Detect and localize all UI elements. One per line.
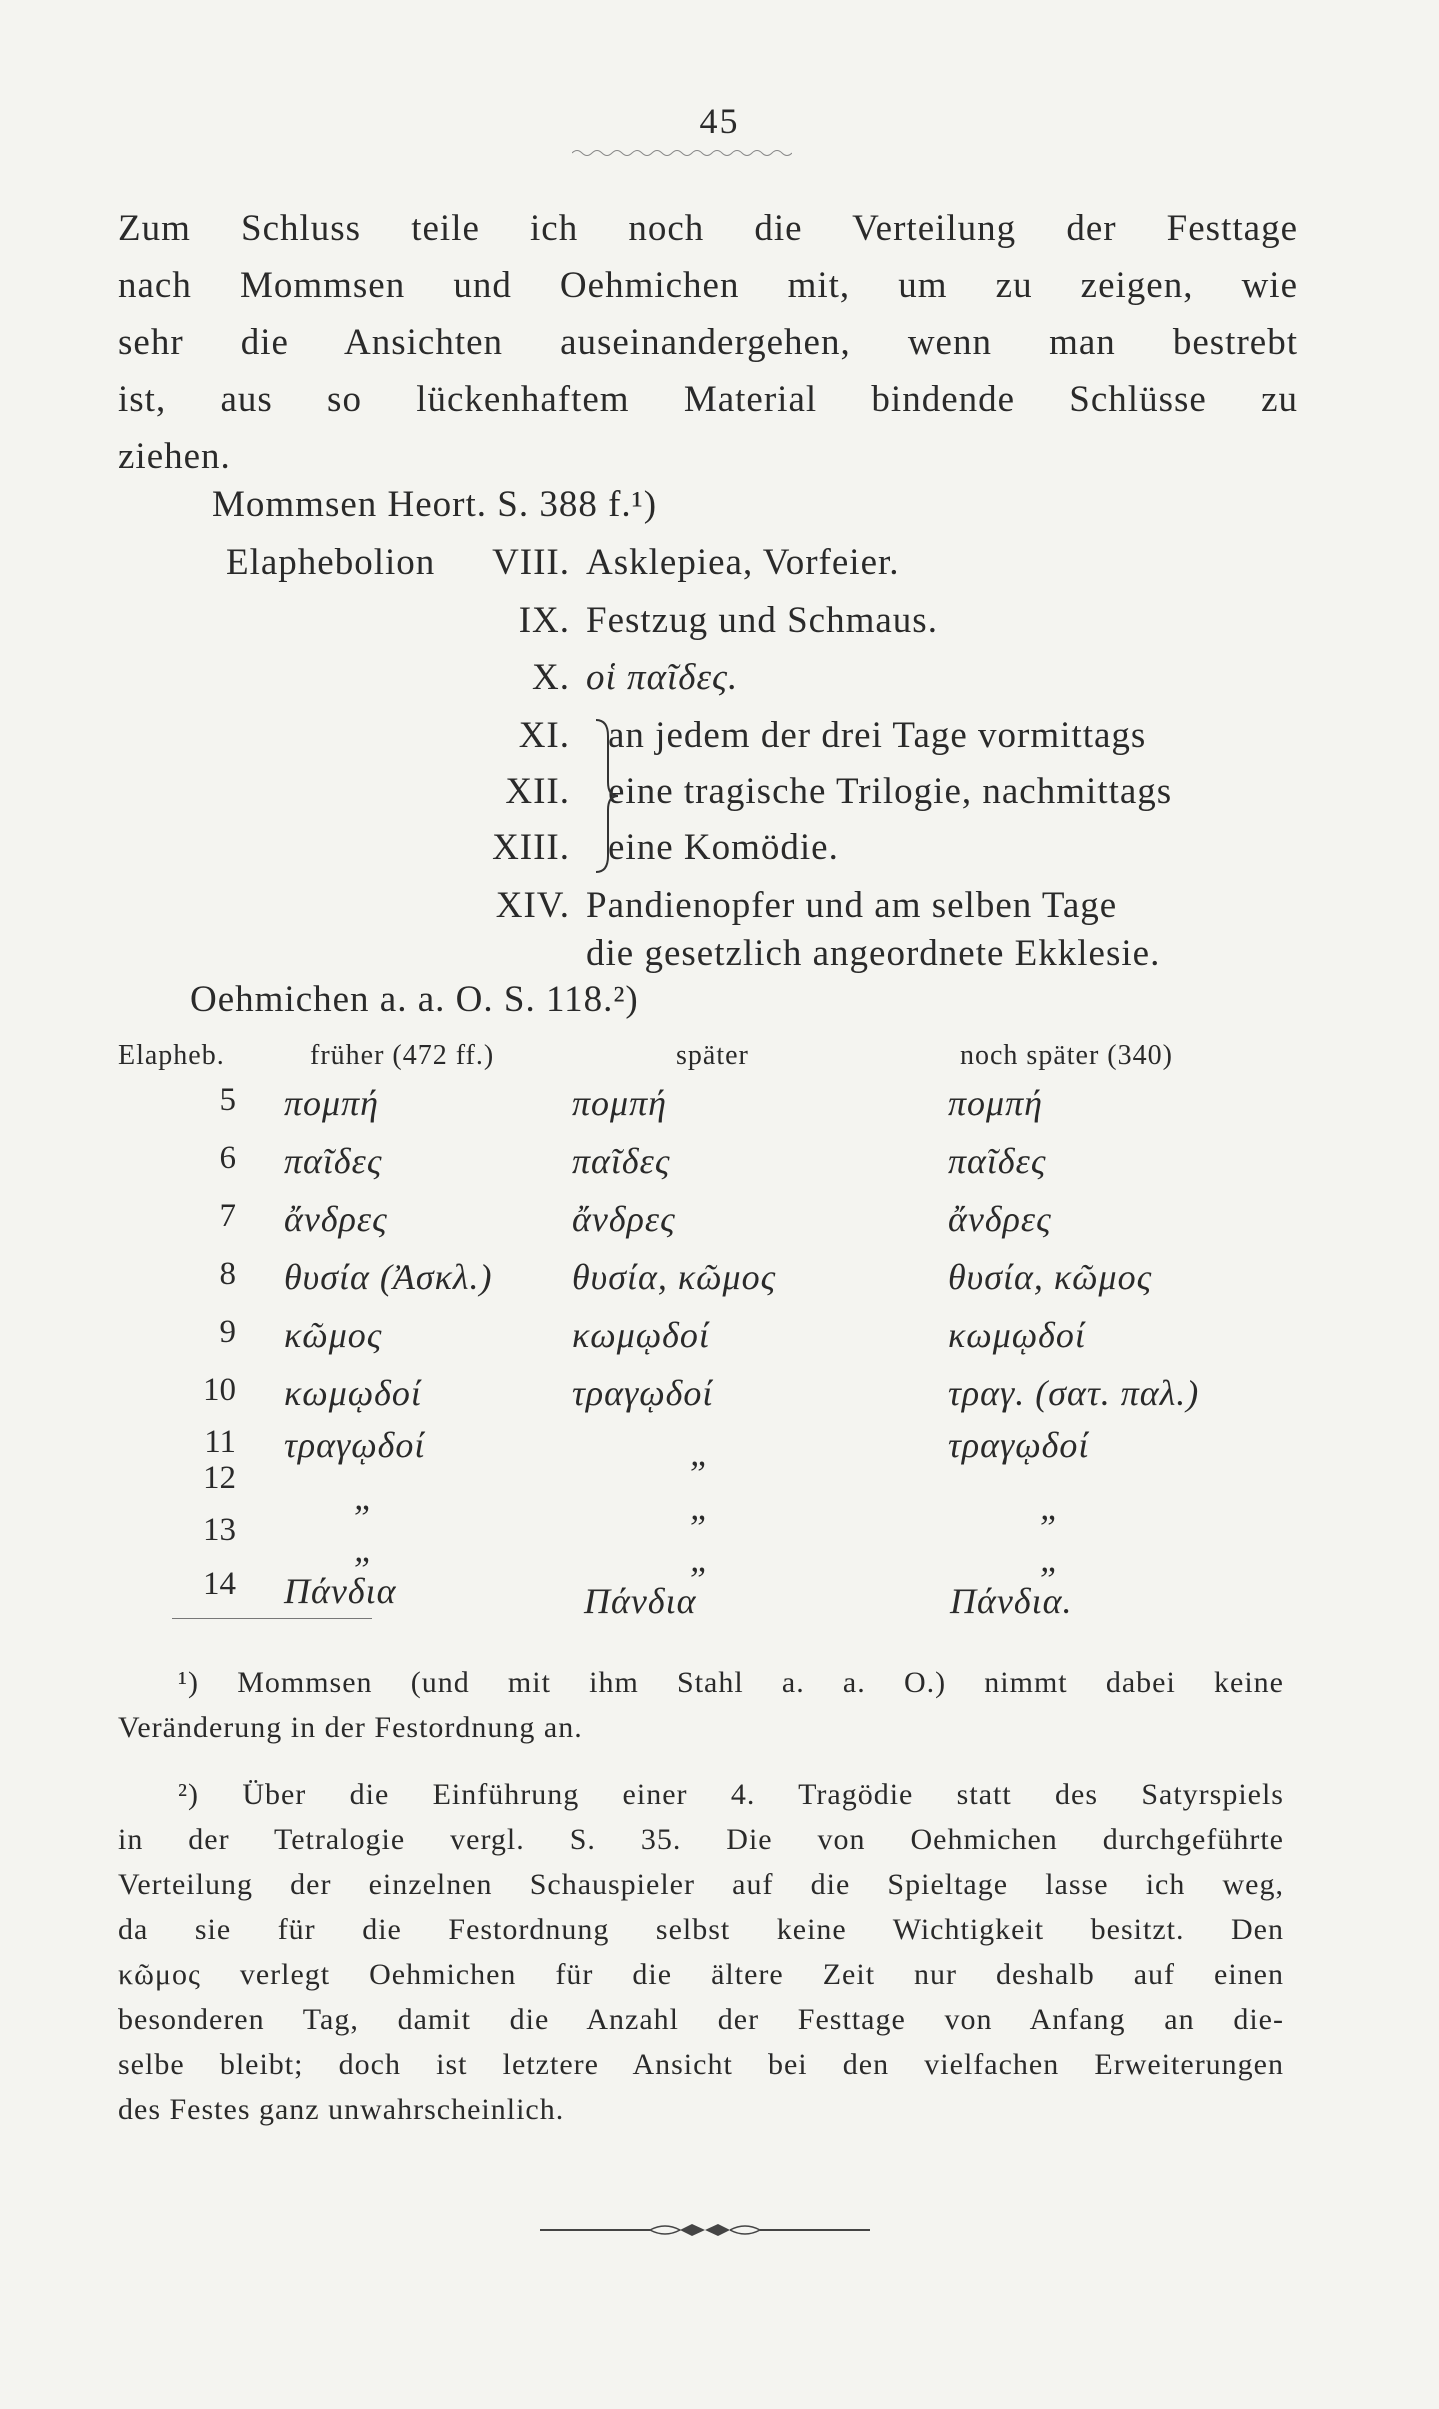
intro-line: nach Mommsen und Oehmichen mit, um zu zeigen, wie: [118, 265, 1298, 306]
mommsen-month: Elaphebolion: [226, 542, 436, 583]
table-row-day: 9: [219, 1314, 236, 1350]
table-cell: πομπή: [284, 1083, 379, 1123]
table-cell: Πάνδια.: [950, 1581, 1073, 1621]
table-row-day: 14: [203, 1566, 236, 1602]
table-cell: „: [690, 1487, 712, 1527]
day-numeral: XIII.: [492, 827, 570, 868]
table-row-day: 12: [203, 1460, 236, 1496]
footnote-2: [118, 1772, 1284, 2132]
table-row-day: 11: [204, 1424, 236, 1460]
table-row-day: 8: [219, 1256, 236, 1292]
table-cell: τραγῳδοί: [284, 1425, 426, 1465]
day-numeral: XIV.: [495, 885, 570, 926]
table-cell: κωμῳδοί: [284, 1373, 422, 1413]
footnote-1: [118, 1660, 1284, 1750]
mommsen-day-row: [490, 884, 1117, 927]
mommsen-day-row: [490, 932, 1160, 975]
table-cell: „: [354, 1529, 376, 1569]
footnote-line: in der Tetralogie vergl. S. 35. Die von Oehmichen durchgeführte: [118, 1823, 1284, 1856]
mommsen-heading: Mommsen Heort. S. 388 f.¹): [212, 484, 658, 525]
table-cell: ἄνδρες: [284, 1199, 388, 1239]
mommsen-day-row: [490, 541, 900, 584]
day-numeral: XI.: [518, 715, 570, 756]
intro-line: ist, aus so lückenhaftem Material bindende Schlüsse zu: [118, 379, 1298, 420]
table-cell: Πάνδια: [284, 1571, 397, 1611]
header-squiggle-ornament: [572, 148, 792, 158]
mommsen-day-row: [490, 714, 1146, 757]
intro-paragraph: [118, 200, 1298, 485]
table-cell: „: [690, 1539, 712, 1579]
footnote-line: Verteilung der einzelnen Schauspieler auf die Spieltage lasse ich weg,: [118, 1868, 1284, 1901]
footnote-line: da sie für die Festordnung selbst keine Wichtigkeit besitzt. Den: [118, 1913, 1284, 1946]
day-numeral: X.: [532, 657, 570, 698]
footnote-line: ¹) Mommsen (und mit ihm Stahl a. a. O.) nimmt dabei keine: [178, 1666, 1284, 1699]
day-text: eine Komödie.: [608, 827, 839, 868]
intro-line: sehr die Ansichten auseinandergehen, wenn man bestrebt: [118, 322, 1298, 363]
table-cell: θυσία (Ἀσκλ.): [284, 1257, 493, 1297]
col-header-latest: noch später (340): [960, 1040, 1173, 1071]
footnote-line: besonderen Tag, damit die Anzahl der Festtage von Anfang an die-: [118, 2003, 1284, 2036]
mommsen-day-row: [490, 826, 839, 869]
table-cell: πομπή: [572, 1083, 667, 1123]
day-numeral: XII.: [505, 771, 570, 812]
day-text: οἱ παῖδες.: [586, 657, 739, 698]
table-row-day: 13: [203, 1512, 236, 1548]
intro-line: Zum Schluss teile ich noch die Verteilung der Festtage: [118, 208, 1298, 249]
col-header-day: Elapheb.: [118, 1040, 225, 1071]
tail-ornament: [540, 2218, 870, 2242]
table-row-day: 5: [219, 1082, 236, 1118]
oehmichen-heading: Oehmichen a. a. O. S. 118.²): [190, 979, 639, 1020]
table-cell: πομπή: [948, 1083, 1043, 1123]
footnote-line: κῶμος verlegt Oehmichen für die ältere Zeit nur deshalb auf einen: [118, 1958, 1284, 1991]
day-text: die gesetzlich angeordnete Ekklesie.: [586, 933, 1161, 974]
table-cell: θυσία, κῶμος: [948, 1257, 1153, 1297]
table-row-day: 10: [203, 1372, 236, 1408]
right-brace-bracket: [592, 716, 622, 876]
table-cell: τραγῳδοί: [948, 1425, 1090, 1465]
day-text: Pandienopfer und am selben Tage: [586, 885, 1118, 926]
table-cell: „: [690, 1433, 712, 1473]
table-cell: „: [1040, 1487, 1062, 1527]
table-cell: ἄνδρες: [948, 1199, 1052, 1239]
day-text: eine tragische Trilogie, nachmittags: [608, 771, 1173, 812]
day-numeral: IX.: [518, 600, 570, 641]
mommsen-day-row: [490, 656, 738, 699]
footnote-separator-rule: [172, 1618, 372, 1619]
table-cell: παῖδες: [948, 1141, 1047, 1181]
intro-line: ziehen.: [118, 436, 231, 477]
table-cell: „: [1040, 1539, 1062, 1579]
col-header-later: später: [676, 1040, 749, 1071]
footnote-line: des Festes ganz unwahrscheinlich.: [118, 2093, 565, 2126]
day-numeral: VIII.: [492, 542, 570, 583]
table-cell: κωμῳδοί: [948, 1315, 1086, 1355]
table-cell: παῖδες: [284, 1141, 383, 1181]
day-text: Festzug und Schmaus.: [586, 600, 938, 641]
table-cell: κῶμος: [284, 1315, 383, 1355]
table-cell: θυσία, κῶμος: [572, 1257, 777, 1297]
footnote-line: ²) Über die Einführung einer 4. Tragödie statt des Satyrspiels: [178, 1778, 1284, 1811]
table-row-day: 7: [219, 1198, 236, 1234]
table-row-day: 6: [219, 1140, 236, 1176]
table-cell: τραγῳδοί: [572, 1373, 714, 1413]
table-cell: τραγ. (σατ. παλ.): [948, 1373, 1200, 1413]
page-number: 45: [699, 101, 740, 141]
table-cell: παῖδες: [572, 1141, 671, 1181]
footnote-line: Veränderung in der Festordnung an.: [118, 1711, 583, 1744]
table-cell: ἄνδρες: [572, 1199, 676, 1239]
mommsen-day-row: [490, 599, 938, 642]
day-text: an jedem der drei Tage vormittags: [608, 715, 1147, 756]
day-text: Asklepiea, Vorfeier.: [586, 542, 900, 583]
table-cell: κωμῳδοί: [572, 1315, 710, 1355]
table-cell: „: [354, 1477, 376, 1517]
col-header-early: früher (472 ff.): [310, 1040, 495, 1071]
table-cell: Πάνδια: [584, 1581, 697, 1621]
footnote-line: selbe bleibt; doch ist letztere Ansicht bei den vielfachen Erweiterungen: [118, 2048, 1284, 2081]
